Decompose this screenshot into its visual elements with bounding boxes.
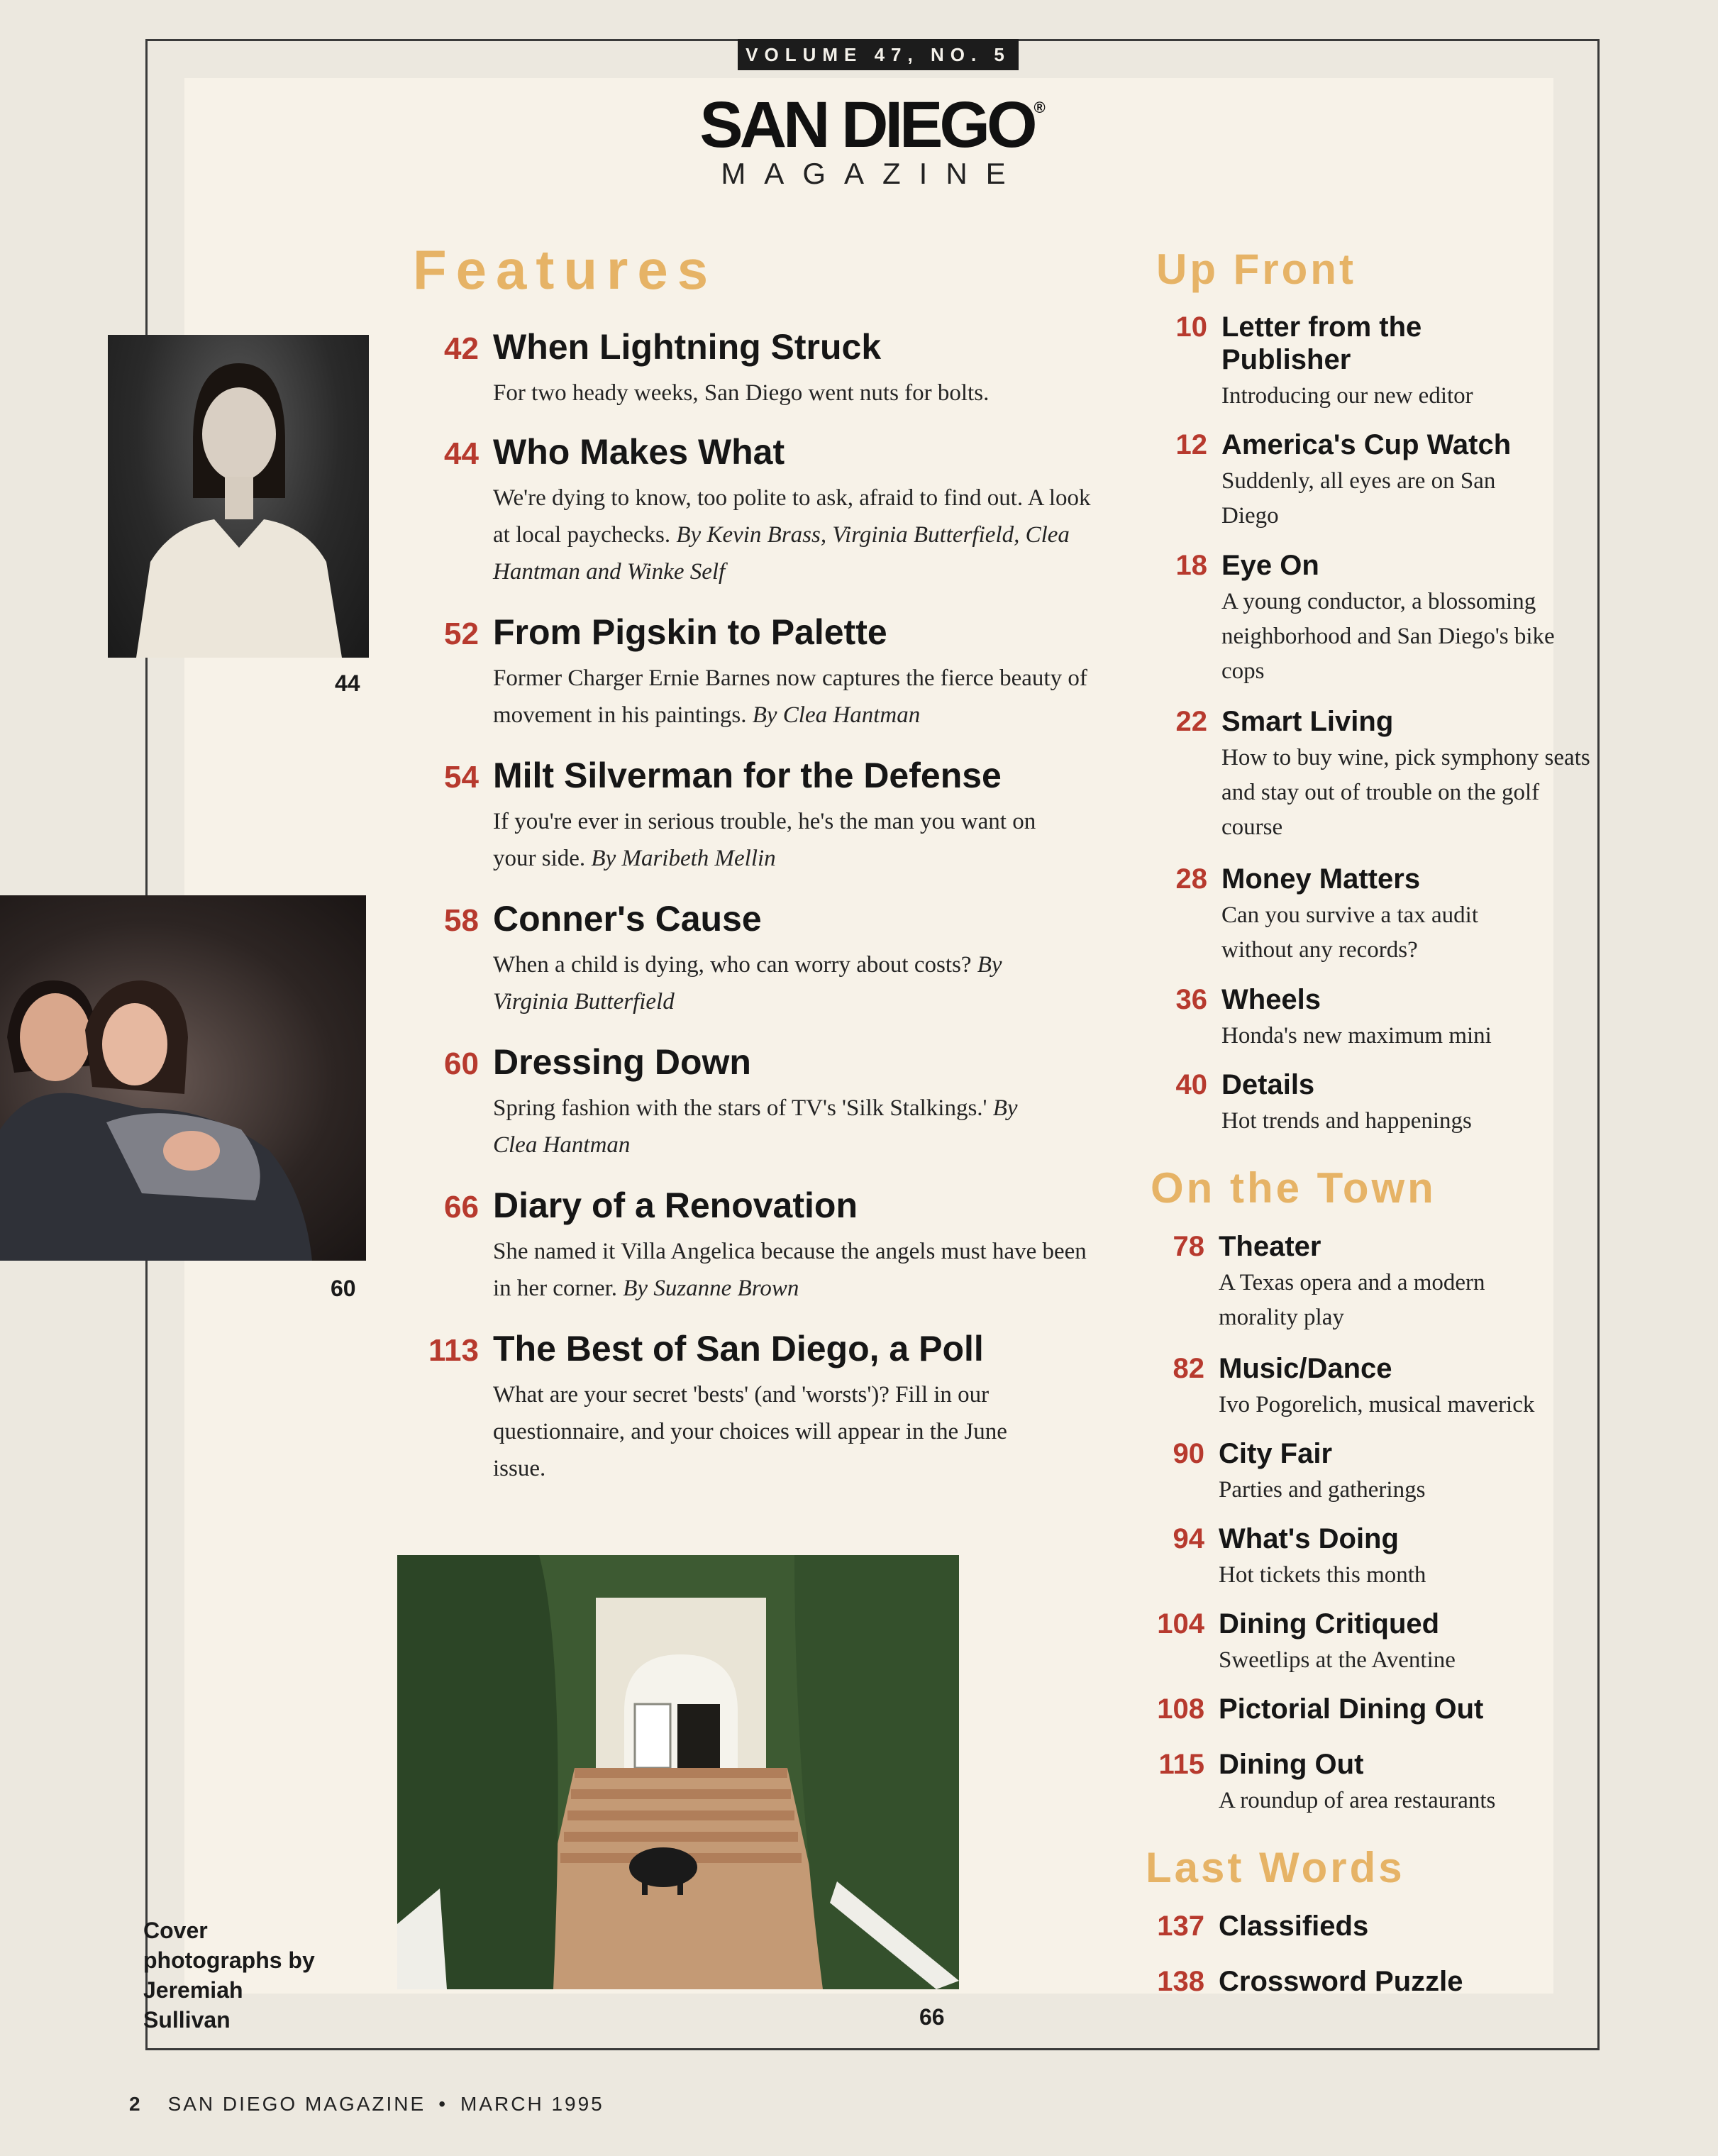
article-dek: We're dying to know, too polite to ask, afraid to find out. A look at local paychecks. — [493, 485, 1091, 548]
on-the-town-entry[interactable] — [1141, 1437, 1595, 1508]
couple-photo — [0, 895, 366, 1261]
page-number: 54 — [444, 760, 479, 795]
article-title: Milt Silverman for the Defense — [493, 756, 1002, 795]
up-front-entry[interactable] — [1143, 863, 1597, 968]
masthead-subtitle: MAGAZINE — [721, 157, 1024, 190]
page-number: 137 — [1157, 1911, 1204, 1942]
department-title: Pictorial Dining Out — [1219, 1693, 1484, 1725]
portrait-photo — [108, 335, 369, 658]
department-description: A Texas opera and a modern morality play — [1219, 1270, 1485, 1330]
page-number: 90 — [1173, 1438, 1204, 1469]
last-words-entry[interactable] — [1126, 1965, 1595, 1998]
article-description — [493, 803, 1075, 877]
department-title: Money Matters — [1221, 863, 1421, 895]
article-byline: By Clea Hantman — [752, 702, 921, 728]
department-title: City Fair — [1219, 1438, 1333, 1469]
department-description: How to buy wine, pick symphony seats and stay out of trouble on the golf course — [1221, 745, 1590, 840]
article-description — [493, 1376, 1060, 1487]
page-number: 22 — [1175, 706, 1207, 737]
registered-mark: ® — [1033, 99, 1046, 116]
page-number: 40 — [1175, 1069, 1207, 1100]
up-front-heading: Up Front — [1156, 245, 1356, 293]
up-front-entry[interactable] — [1143, 549, 1597, 689]
up-front-entry[interactable] — [1143, 983, 1597, 1054]
page-footer — [129, 2093, 604, 2116]
feature-entry[interactable] — [408, 431, 1103, 590]
feature-entry[interactable] — [408, 755, 1103, 877]
article-description — [493, 1233, 1103, 1307]
article-title: Who Makes What — [493, 432, 785, 472]
page-number: 66 — [444, 1190, 479, 1225]
article-byline: By Kevin Brass, Virginia Butterfield, Clea Hantman and Winke Self — [493, 522, 1070, 585]
department-title: Music/Dance — [1219, 1353, 1392, 1384]
page-number: 18 — [1175, 550, 1207, 581]
department-title: Dining Out — [1219, 1749, 1364, 1780]
article-title: Conner's Cause — [493, 899, 762, 939]
masthead — [681, 89, 1064, 190]
masthead-name — [681, 89, 1064, 161]
feature-entry[interactable] — [408, 1185, 1103, 1307]
footer-separator: • — [438, 2093, 448, 2115]
department-description: Sweetlips at the Aventine — [1219, 1647, 1456, 1673]
last-words-entry[interactable] — [1126, 1910, 1595, 1942]
article-dek: Former Charger Ernie Barnes now captures the fierce beauty of movement in his paintings. — [493, 665, 1087, 728]
page-number: 82 — [1173, 1353, 1204, 1384]
feature-entry[interactable] — [408, 612, 1103, 734]
cover-credit: Cover photographs by Jeremiah Sullivan — [143, 1918, 315, 2033]
article-byline: By Virginia Butterfield — [493, 952, 1002, 1015]
on-the-town-heading: On the Town — [1151, 1164, 1436, 1212]
department-description: Hot tickets this month — [1219, 1562, 1426, 1588]
article-title: From Pigskin to Palette — [493, 612, 887, 652]
page-number: 115 — [1158, 1749, 1204, 1780]
article-description — [493, 660, 1103, 734]
page-number: 36 — [1175, 984, 1207, 1015]
volume-badge: VOLUME 47, NO. 5 — [738, 39, 1019, 70]
article-dek: What are your secret 'bests' (and 'worsts')? Fill in our questionnaire, and your choices will appear in the June issue. — [493, 1382, 1007, 1481]
page-number: 42 — [444, 331, 479, 366]
on-the-town-entry[interactable] — [1141, 1230, 1595, 1335]
on-the-town-entry[interactable] — [1141, 1522, 1595, 1593]
article-dek: If you're ever in serious trouble, he's the man you want on your side. — [493, 809, 1036, 871]
page-number: 94 — [1173, 1523, 1204, 1554]
article-byline: By Suzanne Brown — [623, 1276, 799, 1301]
article-description — [493, 375, 1103, 411]
on-the-town-entry[interactable] — [1141, 1352, 1595, 1422]
department-description: Hot trends and happenings — [1221, 1108, 1472, 1134]
department-description: Can you survive a tax audit without any records? — [1221, 902, 1479, 963]
department-title: Crossword Puzzle — [1219, 1966, 1463, 1997]
page-number: 12 — [1175, 429, 1207, 460]
footer-publication: SAN DIEGO MAGAZINE — [167, 2093, 426, 2115]
photo-caption: 66 — [919, 2004, 945, 2030]
department-title: Eye On — [1221, 550, 1319, 581]
department-description: Honda's new maximum mini — [1221, 1023, 1492, 1049]
department-title: Details — [1221, 1069, 1315, 1100]
page-number: 44 — [444, 436, 479, 471]
masthead-name-text: SAN DIEGO — [699, 89, 1034, 161]
department-title: Classifieds — [1219, 1911, 1369, 1942]
department-title: Wheels — [1221, 984, 1321, 1015]
page-number: 104 — [1157, 1608, 1204, 1640]
page-number: 58 — [444, 903, 479, 938]
photo-caption: 44 — [335, 670, 360, 696]
villa-photo — [397, 1555, 959, 1989]
on-the-town-entry[interactable] — [1126, 1608, 1595, 1678]
department-title: Theater — [1219, 1231, 1321, 1262]
department-description: Ivo Pogorelich, musical maverick — [1219, 1392, 1535, 1417]
page-number: 60 — [444, 1046, 479, 1081]
department-description: A young conductor, a blossoming neighborhood and San Diego's bike cops — [1221, 589, 1555, 684]
footer-date: MARCH 1995 — [460, 2093, 604, 2115]
department-description: A roundup of area restaurants — [1219, 1788, 1496, 1813]
photo-caption: 60 — [331, 1276, 356, 1301]
article-description — [493, 480, 1103, 590]
on-the-town-entry[interactable] — [1126, 1748, 1595, 1818]
feature-entry[interactable] — [394, 1328, 1103, 1487]
feature-entry[interactable] — [408, 1041, 1103, 1163]
feature-entry[interactable] — [408, 326, 1103, 411]
last-words-heading: Last Words — [1146, 1844, 1405, 1891]
department-description: Suddenly, all eyes are on San Diego — [1221, 468, 1496, 529]
department-title: Letter from the Publisher — [1221, 311, 1422, 375]
page-number: 10 — [1175, 311, 1207, 343]
feature-entry[interactable] — [408, 898, 1103, 1020]
page-number: 138 — [1157, 1966, 1204, 1997]
article-title: Diary of a Renovation — [493, 1185, 858, 1225]
department-title: What's Doing — [1219, 1523, 1399, 1554]
page-number: 113 — [428, 1333, 479, 1368]
couple-illustration — [0, 895, 366, 1261]
article-dek: She named it Villa Angelica because the angels must have been in her corner. — [493, 1239, 1087, 1301]
up-front-entry[interactable] — [1143, 705, 1597, 845]
department-title: Smart Living — [1221, 706, 1394, 737]
article-byline: By Clea Hantman — [493, 1095, 1018, 1158]
department-description: Parties and gatherings — [1219, 1477, 1426, 1503]
article-byline: By Maribeth Mellin — [591, 846, 776, 871]
on-the-town-entry[interactable] — [1126, 1693, 1595, 1725]
article-description — [493, 1090, 1060, 1163]
department-description: Introducing our new editor — [1221, 383, 1473, 409]
article-description — [493, 946, 1060, 1020]
portrait-illustration — [108, 335, 369, 658]
page-number: 52 — [444, 617, 479, 651]
up-front-entry[interactable] — [1143, 429, 1597, 534]
article-title: Dressing Down — [493, 1042, 751, 1082]
up-front-entry[interactable] — [1143, 1068, 1597, 1139]
article-dek: When a child is dying, who can worry about costs? — [493, 952, 972, 978]
up-front-entry[interactable] — [1143, 311, 1597, 414]
page-number: 78 — [1173, 1231, 1204, 1262]
villa-illustration — [397, 1555, 959, 1989]
department-title: Dining Critiqued — [1219, 1608, 1440, 1640]
article-title: The Best of San Diego, a Poll — [493, 1329, 984, 1369]
department-title: America's Cup Watch — [1221, 429, 1512, 460]
features-heading: Features — [413, 238, 718, 301]
folio-number: 2 — [129, 2093, 143, 2115]
page-number: 28 — [1175, 863, 1207, 895]
article-dek: Spring fashion with the stars of TV's 'Silk Stalkings.' — [493, 1095, 987, 1121]
article-dek: For two heady weeks, San Diego went nuts for bolts. — [493, 380, 990, 406]
article-title: When Lightning Struck — [493, 327, 882, 367]
page-number: 108 — [1157, 1693, 1204, 1725]
